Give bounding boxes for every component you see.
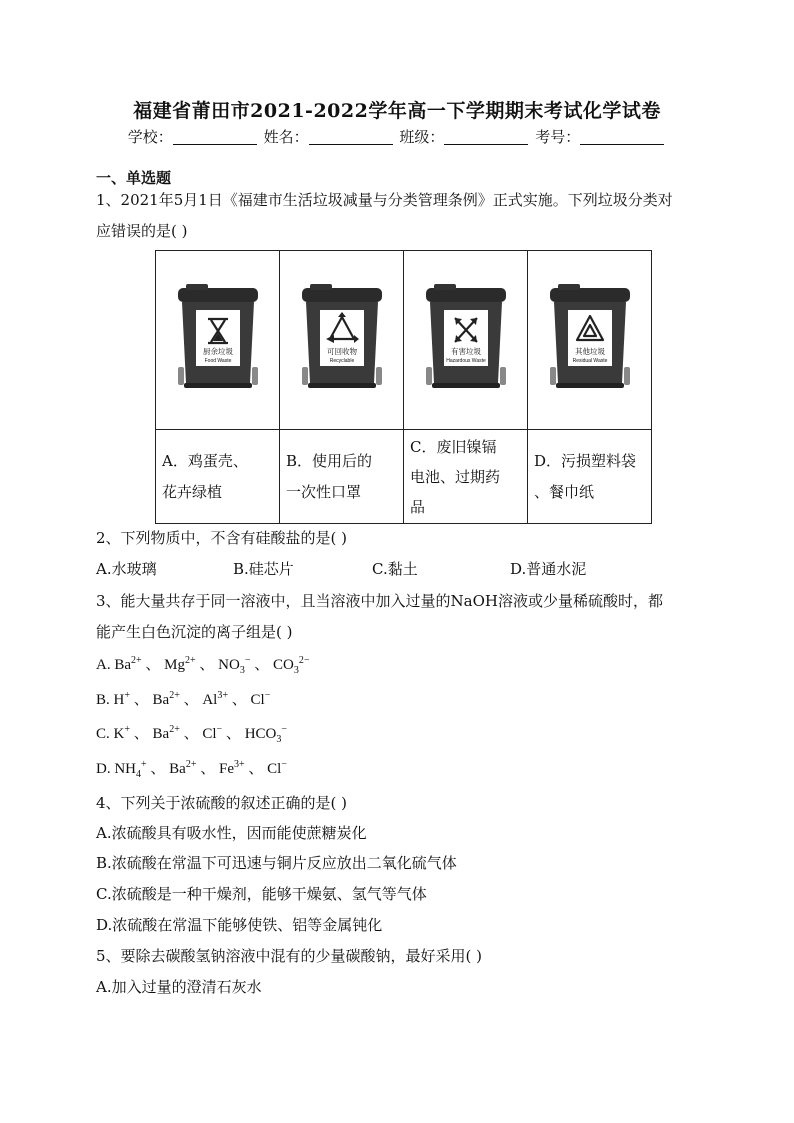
q2-option-a[interactable]: A.水玻璃 <box>96 560 157 578</box>
ion-formula: $HCO_3^-$ <box>244 724 287 745</box>
school-label: 学校： <box>127 128 173 146</box>
name-blank[interactable] <box>309 130 393 145</box>
q2-option-d[interactable]: D.普通水泥 <box>510 560 587 578</box>
exam-number-label: 考号： <box>535 128 581 146</box>
q3-stem-line1: 3、能大量共存于同一溶液中，且当溶液中加入过量的NaOH溶液或少量稀硫酸时，都 <box>96 592 663 610</box>
food-waste-bin <box>172 283 264 393</box>
ion-formula: $NH_4^+$ <box>114 759 147 780</box>
q4-option-a[interactable]: A.浓硫酸具有吸水性，因而能使蔗糖炭化 <box>96 824 367 842</box>
class-blank[interactable] <box>444 130 528 145</box>
bin-label-en: Food Waste <box>204 358 231 364</box>
ion-formula: $Fe^{3+}$ <box>219 759 245 777</box>
q1-stem-line2: 应错误的是( ) <box>96 222 188 240</box>
ion-formula: $Mg^{2+}$ <box>164 655 196 673</box>
bin-label-cn: 其他垃圾 <box>574 347 605 356</box>
q3-option-a[interactable]: A. $Ba^{2+}$ 、 $Mg^{2+}$ 、 $NO_3^-$ 、 $CO_3^{2-}$ <box>96 655 310 676</box>
ion-formula: Cl− <box>250 690 271 708</box>
recyclable-bin <box>296 283 388 393</box>
option-d-cell[interactable]: D．污损塑料袋 、餐巾纸 <box>528 430 652 524</box>
ion-formula: Cl− <box>202 724 223 742</box>
hazardous-waste-bin <box>420 283 512 393</box>
option-letter: A. <box>96 657 115 673</box>
bin-label-en: Hazardous Waste <box>445 358 486 364</box>
q4-stem: 4、下列关于浓硫酸的叙述正确的是( ) <box>96 794 348 812</box>
bin-label-en: Recyclable <box>329 358 354 364</box>
bin-cell-a <box>156 251 280 430</box>
option-b-cell[interactable]: B．使用后的 一次性口罩 <box>280 430 404 524</box>
q4-option-c[interactable]: C.浓硫酸是一种干燥剂，能够干燥氨、氢气等气体 <box>96 885 427 903</box>
q2-stem: 2、下列物质中，不含有硅酸盐的是( ) <box>96 529 348 547</box>
ion-formula: K+ <box>113 724 130 742</box>
name-label: 姓名： <box>263 128 309 146</box>
q1-stem-line1: 1、2021年5月1日《福建市生活垃圾减量与分类管理条例》正式实施。下列垃圾分类对 <box>96 191 673 209</box>
q5-stem: 5、要除去碳酸氢钠溶液中混有的少量碳酸钠，最好采用( ) <box>96 947 483 965</box>
q1-bin-table <box>155 250 652 524</box>
ion-formula: H+ <box>113 690 130 708</box>
q2-option-b[interactable]: B.硅芯片 <box>233 560 294 578</box>
exam-title: 福建省莆田市2021-2022学年高一下学期期末考试化学试卷 <box>133 100 661 122</box>
option-letter: C. <box>96 726 114 742</box>
q2-option-c[interactable]: C.黏土 <box>372 560 418 578</box>
bin-label-cn: 厨余垃圾 <box>202 347 233 356</box>
ion-formula: $NO_3^-$ <box>218 655 251 676</box>
q3-option-c[interactable]: C. K+ 、 $Ba^{2+}$ 、 Cl− 、 $HCO_3^-$ <box>96 724 287 745</box>
ion-formula: $Ba^{2+}$ <box>152 690 180 708</box>
q4-option-d[interactable]: D.浓硫酸在常温下能够使铁、铝等金属钝化 <box>96 916 383 934</box>
bin-label-en: Residual Waste <box>572 358 607 364</box>
ion-formula: Cl− <box>267 759 287 777</box>
q3-stem-line2: 能产生白色沉淀的离子组是( ) <box>96 623 293 641</box>
option-letter: B. <box>96 692 114 708</box>
class-label: 班级： <box>399 128 445 146</box>
ion-formula: $Ba^{2+}$ <box>114 655 142 673</box>
q4-option-b[interactable]: B.浓硫酸在常温下可迅速与铜片反应放出二氧化硫气体 <box>96 854 457 872</box>
bin-label-cn: 可回收物 <box>326 347 357 356</box>
student-info-line <box>0 126 794 147</box>
bin-cell-c <box>404 251 528 430</box>
ion-formula: $Ba^{2+}$ <box>169 759 197 777</box>
option-a-cell[interactable]: A．鸡蛋壳、 花卉绿植 <box>156 430 280 524</box>
residual-waste-bin <box>544 283 636 393</box>
option-letter: D. <box>96 761 115 777</box>
bin-cell-b <box>280 251 404 430</box>
ion-formula: $CO_3^{2-}$ <box>273 655 310 676</box>
exam-number-blank[interactable] <box>580 130 664 145</box>
q5-option-a[interactable]: A.加入过量的澄清石灰水 <box>96 978 262 996</box>
bin-cell-d <box>528 251 652 430</box>
bin-label-cn: 有害垃圾 <box>450 347 481 356</box>
ion-formula: $Al^{3+}$ <box>202 690 228 708</box>
option-c-cell[interactable]: C．废旧镍镉 电池、过期药 品 <box>404 430 528 524</box>
q3-option-d[interactable]: D. $NH_4^+$ 、 $Ba^{2+}$ 、 $Fe^{3+}$ 、 Cl− <box>96 759 287 780</box>
ion-formula: $Ba^{2+}$ <box>152 724 180 742</box>
section-heading: 一、单选题 <box>96 169 172 187</box>
q3-option-b[interactable]: B. H+ 、 $Ba^{2+}$ 、 $Al^{3+}$ 、 Cl− <box>96 690 271 708</box>
school-blank[interactable] <box>173 130 257 145</box>
